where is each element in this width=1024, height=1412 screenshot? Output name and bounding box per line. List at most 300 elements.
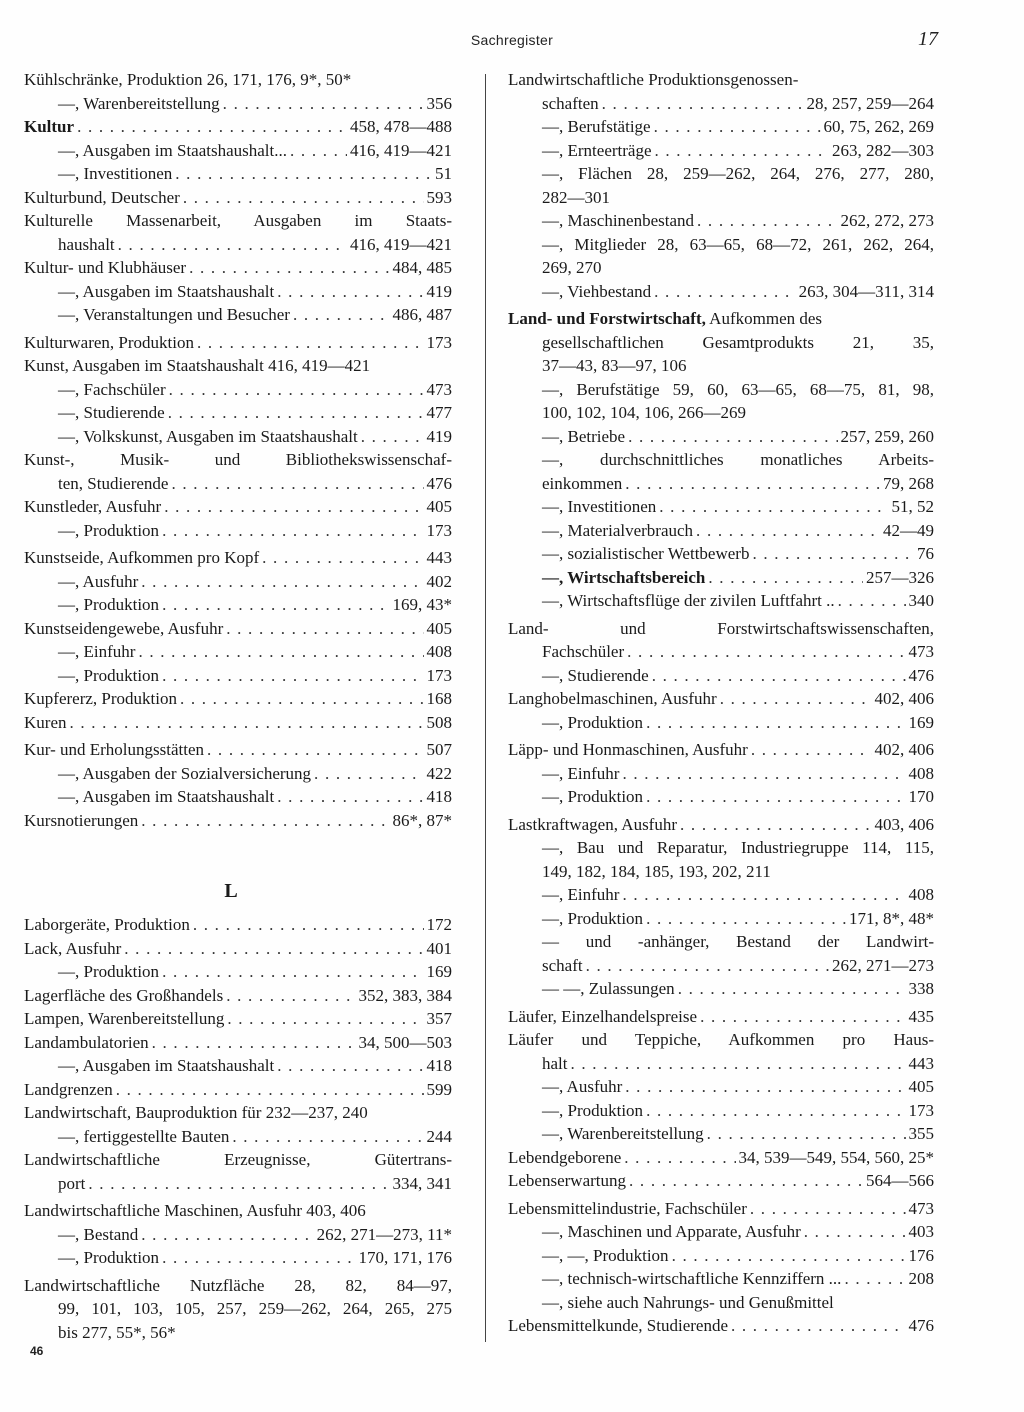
entry-term: Lebensmittelkunde, Studierende: [508, 1316, 728, 1335]
dot-leader: [193, 913, 424, 937]
index-entry: [508, 1267, 934, 1291]
index-entry: Läufer und Teppiche, Aufkommen pro Haus-: [508, 1030, 934, 1049]
index-entry: [508, 1169, 934, 1193]
page-number: 17: [918, 28, 938, 50]
entry-term: Landgrenzen: [24, 1079, 113, 1099]
dot-leader: [162, 1246, 355, 1270]
entry-term: — —, Zulassungen: [542, 979, 675, 998]
entry-term: —, Betriebe: [542, 426, 626, 446]
entry-pages: 402, 406: [874, 740, 934, 759]
left-column: [24, 68, 452, 1344]
index-entry: Landwirtschaftliche Maschinen, Ausfuhr 403, 406: [24, 1201, 366, 1220]
dot-leader: [628, 425, 837, 449]
entry-term: Landambulatorien: [24, 1032, 149, 1052]
index-entry: Landwirtschaftliche Erzeugnisse, Gütertrans-: [24, 1150, 452, 1169]
index-entry: [508, 813, 934, 837]
dot-leader: [262, 546, 423, 570]
index-entry: [508, 687, 934, 711]
index-entry: [508, 472, 934, 496]
entry-term: —, Ausgaben der Sozialversicherung: [58, 763, 312, 783]
dot-leader: [646, 711, 905, 735]
dot-leader: [659, 495, 888, 519]
index-entry: [24, 809, 452, 833]
index-entry: [24, 186, 452, 210]
entry-term: —, Ernteerträge: [542, 140, 652, 160]
dot-leader: [116, 1078, 424, 1102]
entry-term: —, Ausgaben im Staatshaushalt: [58, 281, 275, 301]
index-entry: [24, 495, 452, 519]
entry-pages: 263, 282—303: [832, 140, 934, 160]
index-entry: [508, 542, 934, 566]
index-entry: [24, 303, 452, 327]
dot-leader: [838, 589, 906, 613]
dot-leader: [646, 1099, 905, 1123]
entry-pages: 473: [908, 1198, 934, 1218]
entry-pages: 484, 485: [392, 258, 452, 277]
index-entry: [508, 1075, 934, 1099]
entry-pages: 418: [426, 787, 452, 806]
index-entry: Kühlschränke, Produktion 26, 171, 176, 9*, 50*: [24, 70, 352, 89]
entry-term: —, Produktion: [542, 908, 644, 928]
dot-leader: [708, 566, 863, 590]
index-entry: —, Flächen 28, 259—262, 264, 276, 277, 280,: [542, 164, 934, 183]
index-entry: [508, 1146, 934, 1170]
dot-leader: [654, 115, 821, 139]
entry-term: Lastkraftwagen, Ausfuhr: [508, 814, 678, 834]
entry-pages: 403, 406: [874, 814, 934, 834]
entry-term: —, Produktion: [542, 787, 644, 806]
dot-leader: [696, 519, 880, 543]
entry-term: —, Maschinen und Apparate, Ausfuhr: [542, 1222, 801, 1241]
entry-text: Aufkommen des: [705, 309, 823, 328]
entry-pages: 340: [908, 591, 934, 610]
entry-term: —, Einfuhr: [542, 763, 620, 783]
dot-leader: [571, 1052, 906, 1076]
entry-term: Kupfererz, Produktion: [24, 689, 177, 708]
entry-pages: 262, 272, 273: [840, 211, 934, 230]
entry-pages: 79, 268: [883, 473, 934, 493]
entry-term: —, Wirtschaftsbereich: [542, 567, 706, 587]
entry-term: —, Produktion: [58, 595, 160, 614]
entry-pages: 564—566: [866, 1171, 934, 1190]
entry-pages: 169, 43*: [392, 595, 452, 614]
entry-term: —, Ausgaben im Staatshaushalt: [58, 787, 275, 806]
dot-leader: [655, 139, 830, 163]
entry-pages: 443: [908, 1053, 934, 1073]
index-entry: Landwirtschaft, Bauproduktion für 232—237, 240: [24, 1103, 368, 1122]
entry-pages: 435: [908, 1006, 934, 1026]
entry-term: Lack, Ausfuhr: [24, 938, 122, 958]
dot-leader: [175, 162, 432, 186]
index-entry: [24, 1172, 452, 1196]
footer-sheet-number: 46: [30, 1344, 44, 1358]
index-entry: —, Berufstätige 59, 60, 63—65, 68—75, 81, 98,: [542, 379, 934, 399]
dot-leader: [646, 907, 846, 931]
dot-leader: [844, 1267, 905, 1291]
entry-pages: 507: [426, 740, 452, 759]
index-entry: [24, 738, 452, 762]
entry-term: —, Investitionen: [542, 497, 657, 516]
entry-pages: 51: [435, 164, 452, 183]
index-entry: [24, 425, 452, 449]
entry-term: —, Warenbereitstellung: [542, 1124, 704, 1143]
index-entry: 37—43, 83—97, 106: [542, 356, 687, 375]
entry-term: —, fertiggestellte Bauten: [58, 1126, 230, 1146]
dot-leader: [183, 186, 424, 210]
dot-leader: [164, 495, 423, 519]
index-entry: [24, 519, 452, 543]
index-entry: [508, 1220, 934, 1244]
entry-pages: 357: [426, 1009, 452, 1028]
entry-term: Kur- und Erholungsstätten: [24, 740, 205, 759]
dot-leader: [169, 378, 424, 402]
entry-pages: 176: [908, 1245, 934, 1265]
entry-pages: 168: [426, 689, 452, 708]
entry-pages: 60, 75, 262, 269: [823, 117, 934, 136]
index-entry: Land- und Forstwirtschaftswissenschaften,: [508, 618, 934, 638]
entry-term: Kultur- und Klubhäuser: [24, 258, 187, 277]
entry-pages: 416, 419—421: [350, 140, 452, 160]
entry-pages: 262, 271—273, 11*: [316, 1224, 452, 1244]
entry-term: ten, Studierende: [58, 473, 169, 493]
dot-leader: [625, 1075, 905, 1099]
dot-leader: [622, 883, 905, 907]
index-entry: [508, 907, 934, 931]
index-entry: 99, 101, 103, 105, 257, 259—262, 264, 265, 275: [58, 1299, 452, 1318]
entry-pages: 170, 171, 176: [358, 1248, 452, 1267]
dot-leader: [750, 1197, 906, 1221]
dot-leader: [277, 785, 423, 809]
index-entry: [24, 1054, 452, 1078]
entry-term: halt: [542, 1053, 568, 1073]
dot-leader: [277, 280, 423, 304]
entry-term: —, Produktion: [542, 1100, 644, 1120]
index-entry: 149, 182, 184, 185, 193, 202, 211: [542, 861, 771, 881]
entry-pages: 51, 52: [891, 497, 934, 516]
entry-pages: 173: [908, 1100, 934, 1120]
index-entry: [508, 519, 934, 543]
entry-term: Läpp- und Honmaschinen, Ausfuhr: [508, 740, 748, 759]
dot-leader: [624, 1146, 735, 1170]
index-entry: [24, 378, 452, 402]
index-entry: [24, 1125, 452, 1149]
index-entry: Kulturelle Massenarbeit, Ausgaben im Staats-: [24, 211, 452, 230]
index-entry: [508, 1052, 934, 1076]
dot-leader: [629, 1169, 863, 1193]
entry-term: —, Warenbereitstellung: [58, 93, 220, 113]
entry-term: Kuren: [24, 712, 67, 732]
index-entry: [508, 1244, 934, 1268]
entry-pages: 403: [908, 1222, 934, 1241]
dot-leader: [232, 1125, 423, 1149]
dot-leader: [707, 1122, 906, 1146]
index-entry: [508, 1099, 934, 1123]
dot-leader: [602, 92, 804, 116]
index-entry: [24, 570, 452, 594]
dot-leader: [290, 139, 347, 163]
entry-pages: 42—49: [883, 520, 934, 540]
index-entry: 269, 270: [542, 258, 602, 277]
entry-pages: 257—326: [866, 567, 934, 587]
entry-pages: 477: [426, 403, 452, 422]
index-entry: [24, 1031, 452, 1055]
entry-term: Lampen, Warenbereitstellung: [24, 1009, 225, 1028]
dot-leader: [227, 1007, 423, 1031]
dot-leader: [118, 233, 347, 257]
entry-term: —, Viehbestand: [542, 281, 652, 301]
entry-term: —, Bestand: [58, 1224, 139, 1244]
entry-term: Kultur: [24, 117, 75, 136]
entry-term: —, —, Produktion: [542, 1245, 669, 1265]
entry-term: —, Produktion: [542, 712, 644, 732]
entry-pages: 172: [426, 915, 452, 934]
index-entry: [24, 331, 452, 355]
index-entry: [508, 1197, 934, 1221]
entry-pages: 173: [426, 332, 452, 352]
entry-pages: 422: [426, 763, 452, 783]
dot-leader: [162, 519, 423, 543]
dot-leader: [586, 954, 829, 978]
dot-leader: [226, 617, 423, 641]
entry-pages: 352, 383, 384: [358, 985, 452, 1005]
entry-term: Kulturbund, Deutscher: [24, 187, 180, 207]
entry-pages: 476: [908, 1316, 934, 1335]
dot-leader: [277, 1054, 423, 1078]
dot-leader: [361, 425, 424, 449]
dot-leader: [162, 593, 389, 617]
entry-pages: 599: [426, 1079, 452, 1099]
index-entry: [24, 640, 452, 664]
dot-leader: [752, 542, 914, 566]
entry-term: —, Produktion: [58, 962, 160, 981]
dot-leader: [168, 401, 424, 425]
entry-term: —, sozialistischer Wettbewerb: [542, 544, 750, 563]
entry-pages: 416, 419—421: [350, 234, 452, 254]
index-entry: [24, 401, 452, 425]
dot-leader: [625, 472, 880, 496]
entry-pages: 473: [426, 379, 452, 399]
entry-pages: 405: [426, 497, 452, 516]
dot-leader: [731, 1314, 906, 1338]
entry-pages: 458, 478—488: [350, 117, 452, 136]
entry-term: —, Produktion: [58, 1248, 160, 1267]
entry-pages: 419: [426, 281, 452, 301]
dot-leader: [672, 1244, 906, 1268]
entry-term: —, Wirtschaftsflüge der zivilen Luftfahrt ..: [542, 591, 835, 610]
entry-term: schaft: [542, 955, 583, 975]
section-letter: L: [224, 880, 238, 902]
index-entry: [24, 593, 452, 617]
entry-pages: 169: [426, 962, 452, 981]
dot-leader: [141, 809, 389, 833]
entry-pages: 28, 257, 259—264: [806, 93, 934, 113]
entry-term: Kursnotierungen: [24, 810, 139, 830]
dot-leader: [162, 664, 423, 688]
entry-term: —, Investitionen: [58, 164, 173, 183]
index-entry: [24, 762, 452, 786]
index-entry: [508, 495, 934, 519]
index-entry: [24, 472, 452, 496]
dot-leader: [804, 1220, 906, 1244]
entry-term: —, Produktion: [58, 665, 160, 685]
dot-leader: [88, 1172, 389, 1196]
index-entry: —, Bau und Reparatur, Industriegruppe 114, 115,: [542, 838, 934, 857]
dot-leader: [751, 738, 872, 762]
entry-pages: 443: [426, 548, 452, 567]
index-entry: Landwirtschaftliche Nutzfläche 28, 82, 84—97,: [24, 1275, 452, 1295]
page-header-title: Sachregister: [470, 32, 554, 48]
entry-pages: 402, 406: [874, 689, 934, 708]
entry-pages: 173: [426, 665, 452, 685]
index-entry: Landwirtschaftliche Produktionsgenossen-: [508, 70, 799, 89]
entry-pages: 34, 500—503: [358, 1032, 452, 1052]
index-entry: [24, 139, 452, 163]
index-entry: Kunst-, Musik- und Bibliothekswissenschaf-: [24, 450, 452, 469]
entry-term: —, Fachschüler: [58, 379, 166, 399]
entry-pages: 257, 259, 260: [840, 426, 934, 446]
entry-term: —, Ausgaben im Staatshaushalt...: [58, 140, 288, 160]
index-entry: [24, 984, 452, 1008]
entry-term: —, Volkskunst, Ausgaben im Staatshaushalt: [58, 426, 358, 446]
index-entry: [24, 711, 452, 735]
index-list-l: [24, 913, 452, 1344]
index-list-k: [24, 68, 452, 832]
dot-leader: [189, 256, 389, 280]
index-entry: [24, 1246, 452, 1270]
dot-leader: [138, 640, 423, 664]
entry-pages: 508: [426, 712, 452, 732]
index-entry: [24, 1007, 452, 1031]
index-entry: [508, 664, 934, 688]
entry-term: —, Produktion: [58, 520, 160, 540]
entry-term: —, Maschinenbestand: [542, 211, 695, 230]
entry-pages: 262, 271—273: [832, 955, 934, 975]
dot-leader: [69, 711, 423, 735]
entry-pages: 171, 8*, 48*: [849, 908, 934, 928]
index-entry: [508, 139, 934, 163]
entry-term: —, technisch-wirtschaftliche Kennziffern ...: [542, 1269, 842, 1288]
entry-pages: 408: [908, 885, 934, 904]
entry-pages: 356: [426, 93, 452, 113]
entry-term: —, Veranstaltungen und Besucher: [58, 305, 290, 324]
index-list-l-continued: [508, 68, 934, 1338]
index-entry: [24, 546, 452, 570]
entry-term: Lagerfläche des Großhandels: [24, 985, 224, 1005]
dot-leader: [697, 209, 837, 233]
index-entry: [508, 711, 934, 735]
dot-leader: [293, 303, 390, 327]
entry-pages: 408: [908, 763, 934, 783]
entry-term: —, Einfuhr: [58, 642, 136, 661]
index-entry: [508, 566, 934, 590]
right-column: [508, 68, 934, 1338]
index-entry: [508, 1314, 934, 1338]
index-entry: [508, 307, 934, 331]
dot-leader: [223, 92, 424, 116]
dot-leader: [700, 1005, 905, 1029]
entry-pages: 402: [426, 571, 452, 591]
entry-pages: 76: [917, 544, 934, 563]
index-entry: [24, 687, 452, 711]
entry-term: Kunstseide, Aufkommen pro Kopf: [24, 548, 260, 567]
entry-term: —, Einfuhr: [542, 885, 620, 904]
dot-leader: [141, 570, 423, 594]
dot-leader: [124, 937, 423, 961]
dot-leader: [77, 115, 347, 139]
dot-leader: [162, 960, 423, 984]
entry-term: Fachschüler: [542, 642, 625, 661]
dot-leader: [226, 984, 355, 1008]
index-entry: [24, 162, 452, 186]
index-entry: —, siehe auch Nahrungs- und Genußmittel: [542, 1292, 834, 1312]
index-entry: [24, 1223, 452, 1247]
entry-term: Land- und Forstwirtschaft,: [508, 309, 706, 328]
entry-pages: 476: [426, 473, 452, 493]
index-entry: [508, 883, 934, 907]
entry-pages: 86*, 87*: [392, 810, 452, 830]
index-entry: [508, 640, 934, 664]
entry-pages: 419: [426, 426, 452, 446]
entry-pages: 473: [908, 642, 934, 661]
dot-leader: [207, 738, 423, 762]
dot-leader: [627, 640, 905, 664]
dot-leader: [652, 664, 906, 688]
index-entry: [508, 954, 934, 978]
index-entry: 100, 102, 104, 106, 266—269: [542, 403, 746, 422]
dot-leader: [654, 280, 795, 304]
index-entry: [508, 425, 934, 449]
index-entry: [508, 209, 934, 233]
index-entry: [24, 233, 452, 257]
entry-pages: 169: [908, 712, 934, 732]
index-entry: [508, 115, 934, 139]
index-entry: [24, 92, 452, 116]
entry-pages: 355: [908, 1124, 934, 1143]
index-entry: — und -anhänger, Bestand der Landwirt-: [542, 932, 934, 951]
column-divider: [485, 74, 486, 1342]
index-entry: —, durchschnittliches monatliches Arbeits-: [542, 450, 934, 469]
index-entry: [24, 785, 452, 809]
dot-leader: [141, 1223, 313, 1247]
index-entry: [24, 115, 452, 139]
index-entry: [508, 785, 934, 809]
entry-term: port: [58, 1173, 86, 1193]
entry-term: Lebendgeborene: [508, 1147, 622, 1167]
entry-term: Laborgeräte, Produktion: [24, 915, 190, 934]
entry-pages: 208: [908, 1269, 934, 1288]
entry-pages: 244: [426, 1126, 452, 1146]
entry-pages: 401: [426, 938, 452, 958]
dot-leader: [180, 687, 424, 711]
index-entry: —, Mitglieder 28, 63—65, 68—72, 261, 262, 264,: [542, 234, 934, 254]
index-entry: Kunst, Ausgaben im Staatshaushalt 416, 419—421: [24, 356, 371, 375]
index-entry: [508, 589, 934, 613]
entry-term: —, Studierende: [58, 403, 165, 422]
entry-pages: 338: [908, 979, 934, 998]
dot-leader: [152, 1031, 356, 1055]
dot-leader: [678, 977, 906, 1001]
entry-term: —, Ausfuhr: [542, 1077, 623, 1096]
entry-term: Läufer, Einzelhandelspreise: [508, 1006, 698, 1026]
entry-pages: 486, 487: [392, 305, 452, 324]
dot-leader: [680, 813, 871, 837]
entry-term: Kunstleder, Ausfuhr: [24, 497, 162, 516]
entry-term: Kulturwaren, Produktion: [24, 332, 194, 352]
index-entry: [24, 1078, 452, 1102]
index-entry: [508, 738, 934, 762]
entry-term: —, Ausgaben im Staatshaushalt: [58, 1056, 275, 1075]
entry-term: einkommen: [542, 473, 623, 493]
